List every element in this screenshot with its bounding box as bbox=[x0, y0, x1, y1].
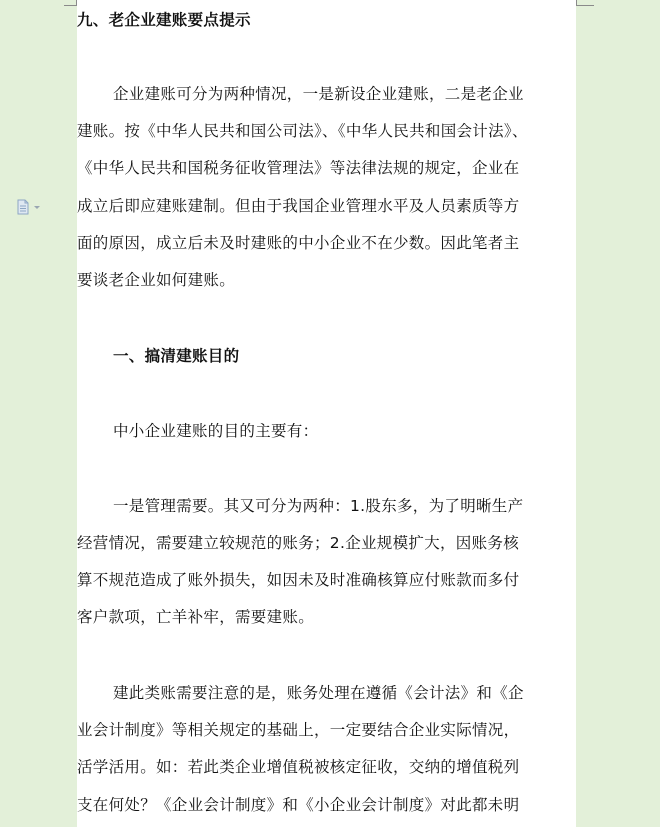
page-corner-marker-left bbox=[64, 0, 77, 6]
para1-line-4: 成立后即应建账建制。但由于我国企业管理水平及人员素质等方 bbox=[77, 197, 520, 215]
para1-line-2: 建账。按《中华人民共和国公司法》、《中华人民共和国会计法》、 bbox=[77, 122, 528, 140]
para4-line-2: 业会计制度》等相关规定的基础上，一定要结合企业实际情况， bbox=[77, 721, 520, 739]
para3-line-1: 一是管理需要。其又可分为两种：1.股东多，为了明晰生产 bbox=[113, 497, 524, 515]
para3-line-3: 算不规范造成了账外损失，如因未及时准确核算应付账款而多付 bbox=[77, 571, 520, 589]
para3-line-4: 客户款项，亡羊补牢，需要建账。 bbox=[77, 608, 315, 626]
para3-line-2: 经营情况，需要建立较规范的账务；2.企业规模扩大，因账务核 bbox=[77, 534, 519, 552]
para4-line-4: 支在何处？《企业会计制度》和《小企业会计制度》对此都未明 bbox=[77, 796, 520, 814]
section-heading: 九、老企业建账要点提示 bbox=[77, 11, 251, 29]
document-icon[interactable] bbox=[16, 199, 46, 215]
para4-line-1: 建此类账需要注意的是，账务处理在遵循《会计法》和《企 bbox=[113, 684, 524, 702]
para1-line-6: 要谈老企业如何建账。 bbox=[77, 271, 236, 289]
subheading: 一、搞清建账目的 bbox=[113, 347, 240, 365]
para1-line-5: 面的原因，成立后未及时建账的中小企业不在少数。因此笔者主 bbox=[77, 234, 520, 252]
para1-line-1: 企业建账可分为两种情况，一是新设企业建账，二是老企业 bbox=[113, 85, 524, 103]
para1-line-3: 《中华人民共和国税务征收管理法》等法律法规的规定，企业在 bbox=[77, 159, 520, 177]
page-corner-marker-right bbox=[576, 0, 594, 6]
document-dropdown-icon bbox=[16, 199, 46, 215]
para2-line-1: 中小企业建账的目的主要有： bbox=[113, 422, 319, 440]
para4-line-3: 活学活用。如：若此类企业增值税被核定征收，交纳的增值税列 bbox=[77, 758, 520, 776]
document-page bbox=[77, 0, 576, 827]
